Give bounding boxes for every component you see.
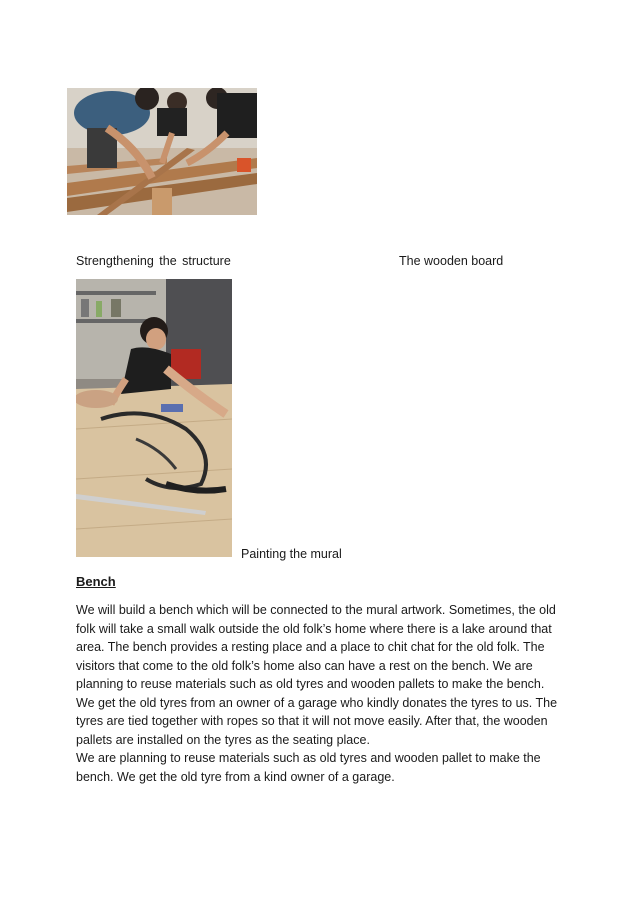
bench-paragraph-2: We are planning to reuse materials such as old tyres and wooden pallet to make the bench. We get the old tyre from a kind owner of a garage. [76, 751, 541, 784]
section-heading-bench: Bench [76, 574, 116, 589]
photo-structure-illustration [67, 88, 257, 215]
caption-wooden-board: The wooden board [399, 254, 504, 268]
photo-strengthening-structure [67, 88, 257, 215]
bench-paragraph-1: We will build a bench which will be connected to the mural artwork. Sometimes, the old folk will take a small walk outside the old folk’s home where there is a lake around that area. The bench provides a resting place and a place to chit chat for the old folk. The visitors that come to the old folk’s home also can have a rest on the bench. We are planning to reuse materials such as old tyres and wooden pallets to make the bench. We get the old tyres from an owner of a garage who kindly donates the tyres to us. The tyres are tied together with ropes so that it will not move easily. After that, the wooden pallets are installed on the tyres as the seating place. [76, 603, 558, 747]
caption-strengthening-structure: Strengthening the structure [76, 254, 231, 268]
caption-painting-mural: Painting the mural [241, 547, 342, 561]
photo-painting-mural [76, 279, 232, 557]
photo-mural-illustration [76, 279, 232, 557]
